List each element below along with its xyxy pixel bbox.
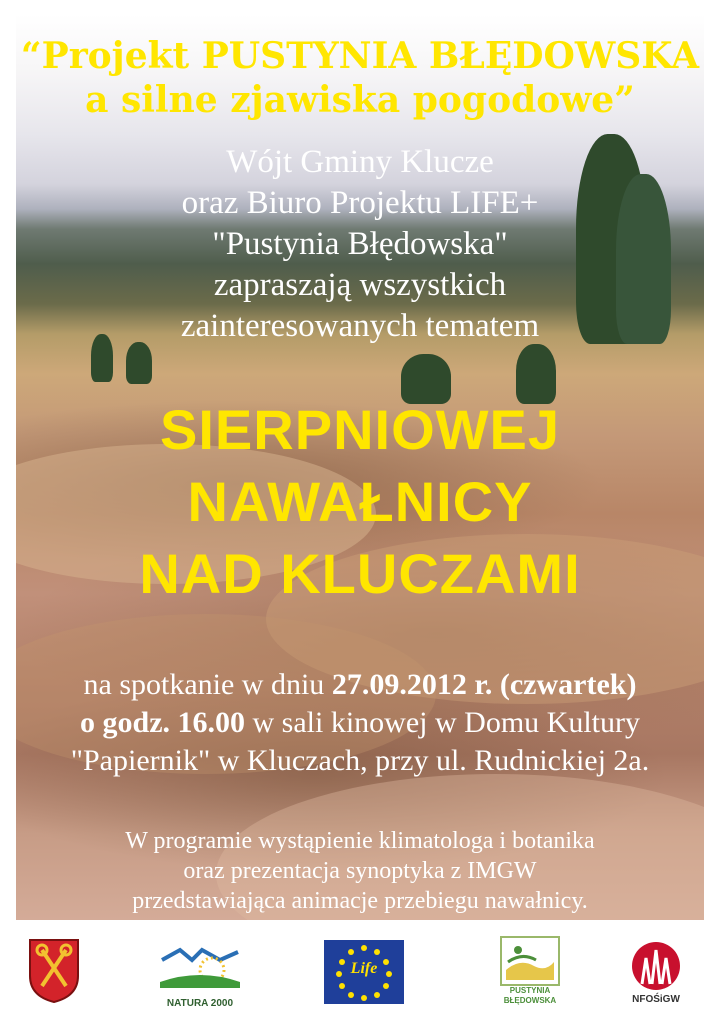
headline-line: NAWAŁNICY <box>187 470 533 533</box>
meeting-details <box>16 666 704 780</box>
event-title-line: “Projekt PUSTYNIA BŁĘDOWSKA <box>20 35 700 77</box>
desert-project-icon <box>500 936 560 986</box>
gmina-crest-icon <box>28 938 80 1009</box>
nfosigw-logo <box>628 940 684 1005</box>
natura-2000-logo <box>150 938 250 1009</box>
meeting-address: "Papiernik" w Kluczach, przy ul. Rudnickiej 2a. <box>70 744 650 777</box>
pustynia-caption-line: PUSTYNIA <box>509 986 551 995</box>
invitation-line: zapraszają wszystkich <box>213 267 507 303</box>
invitation-line: Wójt Gminy Klucze <box>226 144 494 180</box>
program-line: oraz prezentacja synoptyka z IMGW <box>183 858 537 884</box>
meeting-date-line <box>16 666 704 704</box>
life-caption: Life <box>350 960 378 977</box>
program-text <box>16 826 704 916</box>
natura-2000-icon <box>150 938 250 1004</box>
invitation-line: zainteresowanych tematem <box>180 308 540 344</box>
program-line: W programie wystąpienie klimatologa i botanika <box>125 828 595 854</box>
poster <box>16 14 704 920</box>
event-title <box>16 34 704 122</box>
meeting-prefix: na spotkanie w dniu <box>83 668 332 701</box>
headline <box>16 394 704 610</box>
pustynia-caption <box>500 986 560 1006</box>
pustynia-bledowska-logo <box>500 936 560 1005</box>
meeting-time: o godz. 16.00 <box>80 706 246 739</box>
nfosigw-caption: NFOŚiGW <box>632 994 680 1005</box>
invitation-line: "Pustynia Błędowska" <box>212 226 508 262</box>
invitation-line: oraz Biuro Projektu LIFE+ <box>181 185 539 221</box>
shrub-shape <box>126 342 152 384</box>
headline-line: NAD KLUCZAMI <box>139 542 581 605</box>
meeting-time-line <box>16 704 704 742</box>
invitation-text <box>16 142 704 347</box>
headline-line: SIERPNIOWEJ <box>160 398 560 461</box>
natura-2000-caption: NATURA 2000 <box>166 998 234 1009</box>
pustynia-caption-line: BŁĘDOWSKA <box>503 996 557 1005</box>
eu-life-logo <box>324 940 404 1009</box>
program-line: przedstawiająca animacje przebiegu nawałnicy. <box>132 888 588 914</box>
event-title-line: a silne zjawiska pogodowe” <box>85 79 635 121</box>
meeting-date: 27.09.2012 r. (czwartek) <box>331 668 637 701</box>
nfosigw-icon <box>628 940 684 992</box>
sponsor-logos <box>0 930 724 1024</box>
meeting-place: w sali kinowej w Domu Kultury <box>245 706 640 739</box>
